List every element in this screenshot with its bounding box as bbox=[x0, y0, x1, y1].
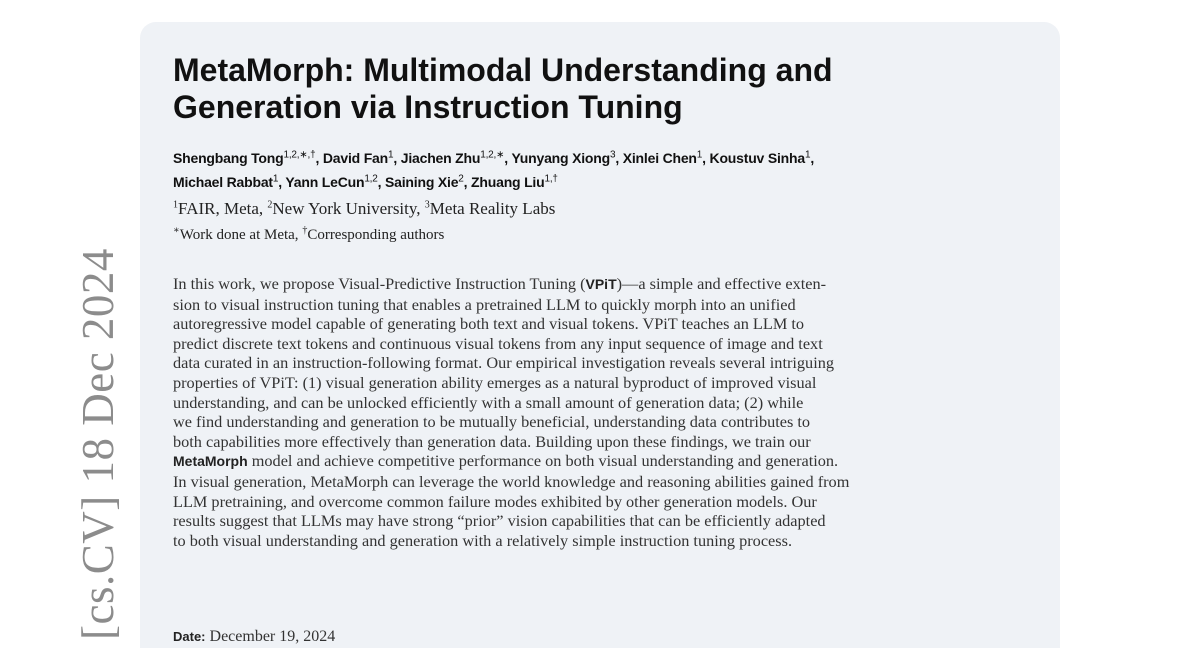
author bbox=[710, 150, 815, 166]
author-line bbox=[173, 144, 814, 169]
affiliation: FAIR, Meta, bbox=[178, 199, 268, 218]
note: Corresponding authors bbox=[307, 227, 445, 243]
affiliation-superscript: 3 bbox=[424, 199, 430, 211]
abstract-line: to both visual understanding and generation with a relatively simple instruction tuning process. bbox=[173, 530, 793, 550]
author-name: Koustuv Sinha bbox=[709, 149, 805, 166]
author-name: Zhuang Liu bbox=[471, 174, 545, 191]
author-name: Yann LeCun bbox=[285, 174, 365, 191]
author bbox=[385, 174, 471, 190]
abstract-text: In this work, we propose Visual-Predictive Instruction Tuning ( bbox=[173, 274, 586, 293]
author-notes bbox=[173, 225, 444, 244]
author-superscript: 1 bbox=[696, 149, 703, 160]
date-value: December 19, 2024 bbox=[205, 628, 336, 645]
author-superscript: 1,† bbox=[544, 173, 558, 185]
paper-date bbox=[173, 628, 335, 646]
note: Work done at Meta, bbox=[179, 227, 303, 243]
author-name: David Fan bbox=[322, 149, 388, 166]
abstract-line: sion to visual instruction tuning that enables a pretrained LLM to quickly morph into an unified bbox=[173, 294, 796, 314]
abstract-line: properties of VPiT: (1) visual generation ability emerges as a natural byproduct of improved visual bbox=[173, 372, 817, 392]
separator: , bbox=[278, 174, 286, 191]
abstract-bold-term: MetaMorph bbox=[173, 453, 248, 470]
author-name: Jiachen Zhu bbox=[400, 149, 481, 166]
abstract-text: model and achieve competitive performance on both visual understanding and generation. bbox=[247, 451, 839, 471]
abstract-text: )—a simple and effective exten- bbox=[616, 274, 827, 293]
note-superscript: † bbox=[302, 225, 308, 236]
author-superscript: 1,2,∗ bbox=[480, 149, 505, 160]
abstract-line: LLM pretraining, and overcome common failure modes exhibited by other generation models. Our bbox=[173, 491, 817, 511]
affiliations bbox=[173, 199, 555, 219]
arxiv-stamp: [cs.CV] 18 Dec 2024 bbox=[73, 248, 123, 640]
author-name: Yunyang Xiong bbox=[511, 149, 610, 166]
abstract-line: autoregressive model capable of generating both text and visual tokens. VPiT teaches an LLM to bbox=[173, 314, 805, 334]
separator: , bbox=[702, 149, 710, 166]
separator: , bbox=[810, 149, 815, 166]
title-line: MetaMorph: Multimodal Understanding and bbox=[173, 52, 833, 88]
author-superscript: 1 bbox=[804, 149, 811, 160]
author bbox=[173, 150, 323, 166]
abstract-line: both capabilities more effectively than generation data. Building upon these findings, we train our bbox=[173, 431, 811, 451]
author bbox=[323, 150, 401, 166]
note-superscript: ∗ bbox=[173, 225, 180, 236]
abstract-line: In visual generation, MetaMorph can leverage the world knowledge and reasoning abilities gained from bbox=[173, 471, 850, 491]
date-label: Date: bbox=[173, 629, 206, 644]
separator: , bbox=[377, 174, 386, 191]
separator: , bbox=[615, 149, 623, 166]
abstract-line: understanding, and can be unlocked efficiently with a small amount of generation data; (2) while bbox=[173, 392, 804, 412]
author bbox=[401, 150, 512, 166]
abstract-bold-term: VPiT bbox=[585, 276, 617, 292]
abstract bbox=[173, 274, 849, 550]
author-list bbox=[173, 144, 814, 193]
author-superscript: 1,2 bbox=[364, 173, 378, 185]
paper-title bbox=[173, 52, 833, 126]
separator: , bbox=[315, 149, 323, 166]
separator: , bbox=[504, 149, 512, 166]
abstract-line: we find understanding and generation to be mutually beneficial, understanding data contributes to bbox=[173, 412, 811, 432]
abstract-line: results suggest that LLMs may have strong “prior” vision capabilities that can be efficiently adapted bbox=[173, 511, 826, 531]
author-superscript: 1,2,∗,† bbox=[283, 149, 316, 160]
author-superscript: 1 bbox=[387, 149, 394, 160]
author-name: Saining Xie bbox=[385, 174, 459, 191]
paper-header-panel bbox=[140, 22, 1060, 648]
abstract-line: data curated in an instruction-following format. Our empirical investigation reveals several intriguing bbox=[173, 353, 834, 373]
affiliation-superscript: 1 bbox=[173, 199, 178, 211]
abstract-line bbox=[173, 451, 849, 472]
affiliation-superscript: 2 bbox=[267, 199, 273, 211]
author-superscript: 1 bbox=[272, 173, 279, 185]
title-line: Generation via Instruction Tuning bbox=[173, 89, 683, 125]
author-superscript: 2 bbox=[458, 173, 464, 185]
author bbox=[511, 150, 622, 166]
author bbox=[623, 150, 710, 166]
author-line bbox=[173, 169, 814, 194]
separator: , bbox=[393, 149, 401, 166]
affiliation: New York University, bbox=[272, 199, 425, 218]
author-name: Shengbang Tong bbox=[173, 149, 284, 166]
author bbox=[173, 174, 285, 190]
author-name: Michael Rabbat bbox=[173, 174, 273, 191]
abstract-lines bbox=[173, 295, 849, 452]
abstract-line: predict discrete text tokens and continuous visual tokens from any input sequence of image and text bbox=[173, 333, 823, 353]
author-name: Xinlei Chen bbox=[622, 149, 697, 166]
separator: , bbox=[463, 174, 472, 191]
abstract-lines bbox=[173, 472, 849, 550]
abstract-line bbox=[173, 274, 849, 295]
affiliation: Meta Reality Labs bbox=[429, 199, 556, 218]
author bbox=[471, 174, 558, 190]
author-superscript: 3 bbox=[609, 149, 616, 160]
author bbox=[285, 174, 385, 190]
